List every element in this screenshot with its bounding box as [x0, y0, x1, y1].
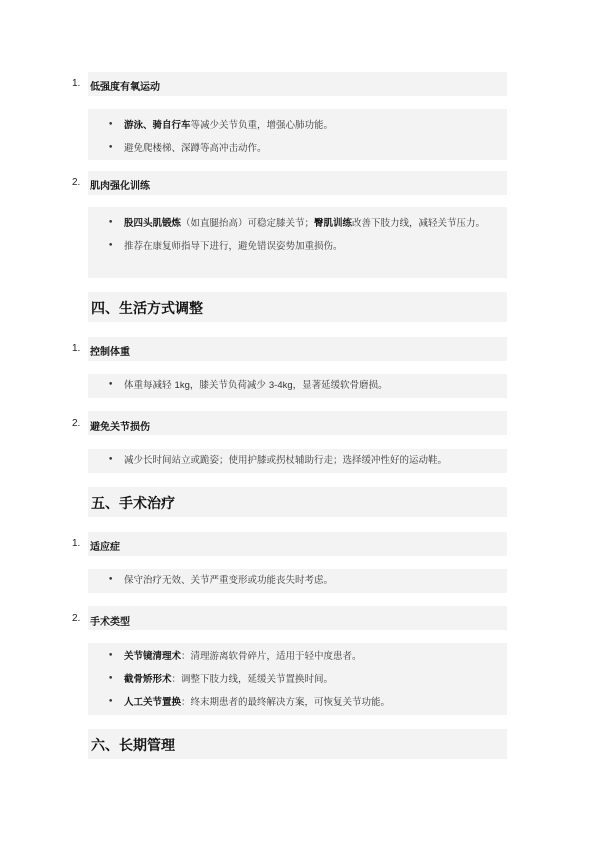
item-number: 1.: [72, 538, 81, 549]
bullet-icon: •: [108, 218, 114, 228]
bullet-number: 1kg: [174, 380, 190, 391]
bullet-list: [88, 643, 507, 715]
section-heading: [88, 729, 507, 759]
bullet-number: 3-4kg: [268, 380, 293, 391]
item-title: 适应症: [90, 542, 120, 553]
item-number: 1.: [72, 343, 81, 354]
bullet-text: （如直腿抬高）可稳定膝关节；: [181, 218, 315, 229]
list-item: [108, 235, 497, 258]
bullet-icon: •: [108, 651, 114, 661]
emphasis-text: 截骨矫形术: [124, 674, 172, 685]
list-item: [108, 668, 497, 691]
bullet-icon: •: [108, 674, 114, 684]
bullet-text: ，膝关节负荷减少: [189, 380, 269, 391]
bullet-text: ，显著延缓软骨磨损。: [292, 380, 388, 391]
bullet-text: 保守治疗无效、关节严重变形或功能丧失时考虑。: [124, 575, 334, 586]
bullet-text: 避免爬楼梯、深蹲等高冲击动作。: [124, 143, 267, 154]
section-heading-text: 六、长期管理: [91, 738, 175, 754]
bullet-list: [88, 569, 507, 593]
bullet-text: ：终末期患者的最终解决方案，可恢复关节功能。: [181, 697, 391, 708]
bullet-icon: •: [108, 120, 114, 130]
item-number: 1.: [72, 78, 81, 89]
bullet-text: 推荐在康复师指导下进行，避免错误姿势加重损伤。: [124, 241, 343, 252]
section-heading-text: 五、手术治疗: [91, 496, 175, 512]
list-item: [108, 569, 497, 592]
bullet-icon: •: [108, 455, 114, 465]
bullet-list: [88, 207, 507, 278]
bullet-list: [88, 449, 507, 473]
item-number: 2.: [72, 418, 81, 429]
emphasis-text: 游泳、骑自行车: [124, 120, 191, 131]
emphasis-text: 关节镜清理术: [124, 651, 182, 662]
bullet-text: ：调整下肢力线，延缓关节置换时间。: [171, 674, 334, 685]
section-heading: [88, 292, 507, 322]
emphasis-text: 人工关节置换: [124, 697, 182, 708]
numbered-item-bg: [88, 171, 507, 195]
item-title: 避免关节损伤: [90, 422, 150, 433]
bullet-icon: •: [108, 241, 114, 251]
item-title: 肌肉强化训练: [90, 181, 150, 192]
numbered-item-bg: [88, 606, 507, 630]
item-title: 低强度有氧运动: [90, 82, 160, 93]
bullet-text: 体重每减轻: [124, 380, 175, 391]
bullet-list: [88, 109, 507, 160]
list-item: [108, 114, 497, 137]
section-heading-text: 四、生活方式调整: [91, 301, 203, 317]
section-heading: [88, 487, 507, 517]
numbered-item-bg: [88, 337, 507, 361]
bullet-text: 减少长时间站立或跪姿；使用护膝或拐杖辅助行走；选择缓冲性好的运动鞋。: [124, 455, 448, 466]
list-item: [108, 645, 497, 668]
numbered-item-bg: [88, 411, 507, 435]
item-number: 2.: [72, 613, 81, 624]
bullet-icon: •: [108, 380, 114, 390]
emphasis-text: 臀肌训练: [314, 218, 353, 229]
bullet-text: ：清理游离软骨碎片，适用于轻中度患者。: [181, 651, 362, 662]
list-item: [108, 137, 497, 160]
item-number: 2.: [72, 177, 81, 188]
list-item: [108, 212, 497, 235]
bullet-icon: •: [108, 697, 114, 707]
list-item: [108, 691, 497, 714]
list-item: [108, 374, 497, 397]
bullet-icon: •: [108, 575, 114, 585]
item-title: 控制体重: [90, 347, 130, 358]
bullet-text: 等减少关节负重，增强心肺功能。: [190, 120, 334, 131]
numbered-item-bg: [88, 532, 507, 556]
bullet-text: 改善下肢力线，减轻关节压力。: [352, 218, 486, 229]
bullet-list: [88, 374, 507, 398]
emphasis-text: 股四头肌锻炼: [124, 218, 182, 229]
item-title: 手术类型: [90, 617, 130, 628]
bullet-icon: •: [108, 143, 114, 153]
list-item: [108, 449, 497, 472]
